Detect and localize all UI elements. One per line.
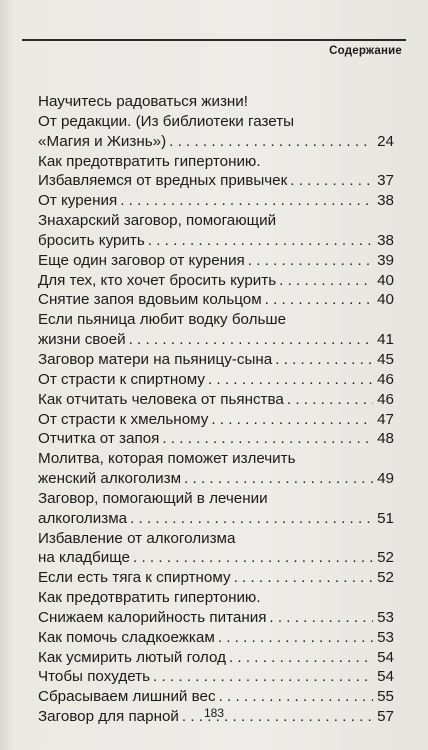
toc-dot-leader	[148, 231, 373, 251]
toc-entry	[38, 410, 394, 430]
toc-entry	[38, 469, 394, 489]
toc-dot-leader	[265, 290, 373, 310]
toc-dot-leader	[133, 548, 373, 568]
toc-entry-page: 40	[377, 291, 394, 309]
toc-dot-leader	[208, 370, 373, 390]
toc-entry-page: 51	[377, 509, 394, 527]
toc-entry-title: Как усмирить лютый голод	[38, 648, 226, 666]
toc-dot-leader	[234, 568, 373, 588]
toc-entry-title: на кладбище	[38, 549, 130, 567]
toc-entry	[38, 251, 394, 271]
toc-dot-leader	[120, 191, 373, 211]
toc-entry-title: «Магия и Жизнь»)	[38, 132, 167, 150]
toc-entry	[38, 211, 394, 231]
toc-dot-leader	[169, 132, 373, 152]
toc-entry	[38, 370, 394, 390]
toc-entry-title: Если есть тяга к спиртному	[38, 569, 231, 587]
toc-entry	[38, 568, 394, 588]
toc-entry-title: Для тех, кто хочет бросить курить	[38, 271, 277, 289]
toc-entry	[38, 350, 394, 370]
toc-entry-page: 55	[377, 688, 394, 706]
toc-entry	[38, 92, 394, 112]
toc-dot-leader	[218, 628, 373, 648]
toc-entry-page: 53	[377, 608, 394, 626]
toc-entry-page: 46	[377, 370, 394, 388]
toc-entry-title: От страсти к спиртному	[38, 370, 205, 388]
toc-entry-title: Чтобы похудеть	[38, 668, 151, 686]
toc-entry-title: Молитва, которая поможет излечить	[38, 450, 296, 468]
toc-dot-leader	[290, 171, 373, 191]
toc-dot-leader	[162, 429, 373, 449]
toc-entry-title: От курения	[38, 192, 118, 210]
toc-entry-page: 41	[377, 331, 394, 349]
toc-dot-leader	[211, 410, 373, 430]
toc-entry	[38, 687, 394, 707]
toc-entry-page: 47	[377, 410, 394, 428]
toc-entry	[38, 112, 394, 132]
toc-entry-title: Еще один заговор от курения	[38, 251, 245, 269]
toc-entry-page: 40	[377, 271, 394, 289]
toc-dot-leader	[269, 608, 373, 628]
toc-entry-title: Как помочь сладкоежкам	[38, 628, 215, 646]
toc-dot-leader	[287, 390, 373, 410]
table-of-contents	[38, 92, 394, 727]
toc-dot-leader	[153, 667, 373, 687]
toc-entry-title: От страсти к хмельному	[38, 410, 209, 428]
toc-entry	[38, 330, 394, 350]
toc-entry	[38, 271, 394, 291]
toc-entry-title: Заговор, помогающий в лечении	[38, 489, 268, 507]
toc-entry	[38, 171, 394, 191]
toc-entry-title: алкоголизма	[38, 509, 128, 527]
toc-entry	[38, 290, 394, 310]
toc-entry	[38, 608, 394, 628]
toc-entry-page: 49	[377, 470, 394, 488]
toc-entry	[38, 509, 394, 529]
toc-entry	[38, 152, 394, 172]
toc-dot-leader	[275, 350, 373, 370]
toc-entry-title: Знахарский заговор, помогающий	[38, 212, 277, 230]
toc-entry	[38, 529, 394, 549]
toc-entry	[38, 667, 394, 687]
toc-entry-page: 54	[377, 648, 394, 666]
toc-entry-title: От редакции. (Из библиотеки газеты	[38, 112, 295, 130]
toc-entry-page: 46	[377, 390, 394, 408]
toc-entry-title: Снятие запоя вдовьим кольцом	[38, 291, 262, 309]
header-rule	[22, 39, 406, 41]
toc-entry	[38, 628, 394, 648]
toc-entry-page: 57	[377, 708, 394, 726]
toc-entry-title: жизни своей	[38, 331, 126, 349]
toc-entry-title: Избавляемся от вредных привычек	[38, 172, 288, 190]
toc-dot-leader	[219, 687, 373, 707]
toc-dot-leader	[248, 251, 373, 271]
toc-entry	[38, 489, 394, 509]
toc-entry	[38, 390, 394, 410]
toc-entry-page: 37	[377, 172, 394, 190]
toc-dot-leader	[279, 271, 373, 291]
toc-entry-page: 52	[377, 549, 394, 567]
toc-entry-page: 38	[377, 192, 394, 210]
toc-entry	[38, 449, 394, 469]
toc-entry-page: 54	[377, 668, 394, 686]
page-number: 183	[203, 706, 225, 720]
toc-entry	[38, 548, 394, 568]
toc-entry-title: женский алкоголизм	[38, 470, 182, 488]
toc-entry	[38, 132, 394, 152]
toc-entry-page: 52	[377, 569, 394, 587]
toc-entry-page: 48	[377, 430, 394, 448]
toc-dot-leader	[130, 509, 373, 529]
toc-dot-leader	[229, 648, 373, 668]
toc-dot-leader	[184, 469, 373, 489]
toc-entry-page: 38	[377, 231, 394, 249]
toc-entry-page: 45	[377, 350, 394, 368]
toc-entry-title: Сбрасываем лишний вес	[38, 688, 216, 706]
toc-entry-title: Как предотвратить гипертонию.	[38, 589, 261, 607]
toc-entry	[38, 231, 394, 251]
toc-entry	[38, 310, 394, 330]
toc-entry-title: Заговор матери на пьяницу-сына	[38, 350, 273, 368]
toc-entry-page: 39	[377, 251, 394, 269]
toc-entry-title: Отчитка от запоя	[38, 430, 160, 448]
toc-entry-title: Избавление от алкоголизма	[38, 529, 236, 547]
toc-entry-page: 24	[377, 132, 394, 150]
toc-dot-leader	[129, 330, 373, 350]
toc-entry-title: Снижаем калорийность питания	[38, 608, 267, 626]
toc-entry-title: Как предотвратить гипертонию.	[38, 152, 261, 170]
running-header: Содержание	[329, 45, 402, 57]
toc-entry-title: Научитесь радоваться жизни!	[38, 93, 249, 110]
toc-entry-title: Заговор для парной	[38, 708, 179, 726]
toc-entry-title: бросить курить	[38, 231, 145, 249]
toc-entry	[38, 191, 394, 211]
toc-entry	[38, 429, 394, 449]
toc-entry-title: Если пьяница любит водку больше	[38, 311, 287, 329]
toc-entry-title: Как отчитать человека от пьянства	[38, 390, 284, 408]
toc-entry-page: 53	[377, 628, 394, 646]
toc-entry	[38, 648, 394, 668]
toc-entry	[38, 588, 394, 608]
